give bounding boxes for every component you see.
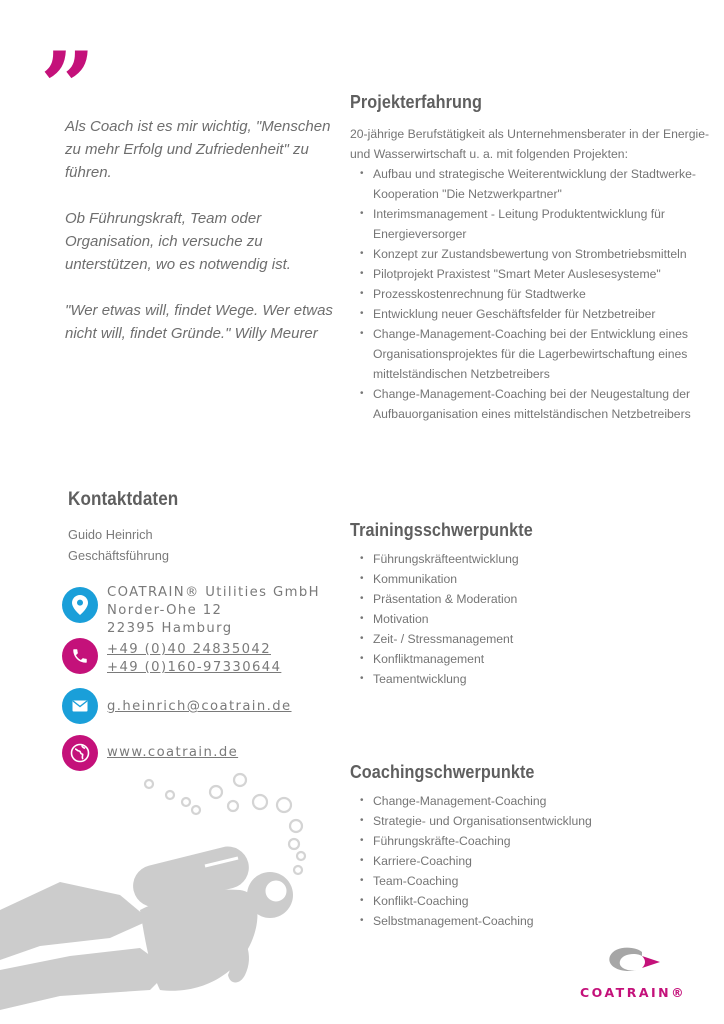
contact-title: Kontaktdaten	[68, 489, 179, 510]
quote-paragraph-3: "Wer etwas will, findet Wege. Wer etwas nicht will, findet Gründe." Willy Meurer	[65, 302, 333, 342]
website-link[interactable]: www.coatrain.de	[107, 745, 239, 760]
list-item: • Team-Coaching	[350, 871, 710, 891]
phone-link-landline[interactable]: +49 (0)40 24835042	[107, 642, 271, 657]
list-item: • Interimsmanagement - Leitung Produktentwicklung für Energieversorger	[350, 204, 710, 244]
contact-role: Geschäftsführung	[68, 548, 170, 563]
coaching-list	[350, 791, 710, 931]
coaching-title: Coachingschwerpunkte	[350, 762, 535, 782]
list-item: • Konzept zur Zustandsbewertung von Strombetriebsmitteln	[350, 244, 710, 264]
list-item: • Konflikt-Coaching	[350, 891, 710, 911]
address-street: Norder-Ohe 12	[107, 603, 223, 618]
quote-block	[65, 115, 335, 345]
list-item: • Führungskräfteentwicklung	[350, 549, 710, 569]
phone-block	[107, 641, 281, 677]
project-list	[350, 164, 710, 424]
list-item: • Zeit- / Stressmanagement	[350, 629, 710, 649]
phone-icon	[62, 638, 98, 674]
project-section	[350, 92, 710, 424]
quote-paragraph-1: Als Coach ist es mir wichtig, "Menschen zu mehr Erfolg und Zufriedenheit" zu führen.	[65, 118, 331, 181]
list-item: • Aufbau und strategische Weiterentwicklung der Stadtwerke-Kooperation "Die Netzwerkpartner"	[350, 164, 710, 204]
quote-icon: ”	[40, 31, 96, 144]
logo-wordmark: COATRAIN®	[580, 985, 687, 1000]
coatrain-logo-icon	[580, 942, 690, 980]
training-section	[350, 520, 710, 689]
diving-mask-icon	[264, 879, 288, 903]
list-item: • Change-Management-Coaching bei der Neugestaltung der Aufbauorganisation eines mittelständischen Netzbetreibers	[350, 384, 710, 424]
project-title: Projekterfahrung	[350, 92, 482, 112]
list-item: • Karriere-Coaching	[350, 851, 710, 871]
envelope-icon	[62, 688, 98, 724]
list-item: • Motivation	[350, 609, 710, 629]
list-item: • Präsentation & Moderation	[350, 589, 710, 609]
phone-link-mobile[interactable]: +49 (0)160-97330644	[107, 660, 282, 675]
list-item: • Kommunikation	[350, 569, 710, 589]
coaching-section	[350, 762, 710, 931]
company-logo	[580, 942, 690, 1000]
address-block	[107, 584, 320, 638]
company-name: COATRAIN® Utilities GmbH	[107, 585, 320, 600]
list-item: • Selbstmanagement-Coaching	[350, 911, 710, 931]
list-item: • Teamentwicklung	[350, 669, 710, 689]
training-list	[350, 549, 710, 689]
list-item: • Pilotprojekt Praxistest "Smart Meter Auslesesysteme"	[350, 264, 710, 284]
list-item: • Konfliktmanagement	[350, 649, 710, 669]
contact-section	[68, 489, 338, 566]
list-item: • Change-Management-Coaching	[350, 791, 710, 811]
diver-illustration	[0, 770, 340, 1024]
list-item: • Entwicklung neuer Geschäftsfelder für Netzbetreiber	[350, 304, 710, 324]
project-intro: 20-jährige Berufstätigkeit als Unternehmensberater in der Energie- und Wasserwirtschaft u. a. mit folgenden Projekten:	[350, 127, 710, 161]
address-city: 22395 Hamburg	[107, 621, 233, 636]
contact-name: Guido Heinrich	[68, 527, 153, 542]
list-item: • Prozesskostenrechnung für Stadtwerke	[350, 284, 710, 304]
location-pin-icon	[62, 587, 98, 623]
web-block	[107, 744, 238, 762]
quote-paragraph-2: Ob Führungskraft, Team oder Organisation, ich versuche zu unterstützen, wo es notwendig ist.	[65, 210, 291, 273]
globe-icon	[62, 735, 98, 771]
list-item: • Führungskräfte-Coaching	[350, 831, 710, 851]
list-item: • Change-Management-Coaching bei der Entwicklung eines Organisationsprojektes für die Lagerbewirtschaftung eines mittelständischen Netzbetreibers	[350, 324, 710, 384]
list-item: • Strategie- und Organisationsentwicklung	[350, 811, 710, 831]
training-title: Trainingsschwerpunkte	[350, 520, 533, 540]
email-block	[107, 698, 292, 716]
diver-icon	[0, 842, 293, 1010]
email-link[interactable]: g.heinrich@coatrain.de	[107, 699, 292, 714]
